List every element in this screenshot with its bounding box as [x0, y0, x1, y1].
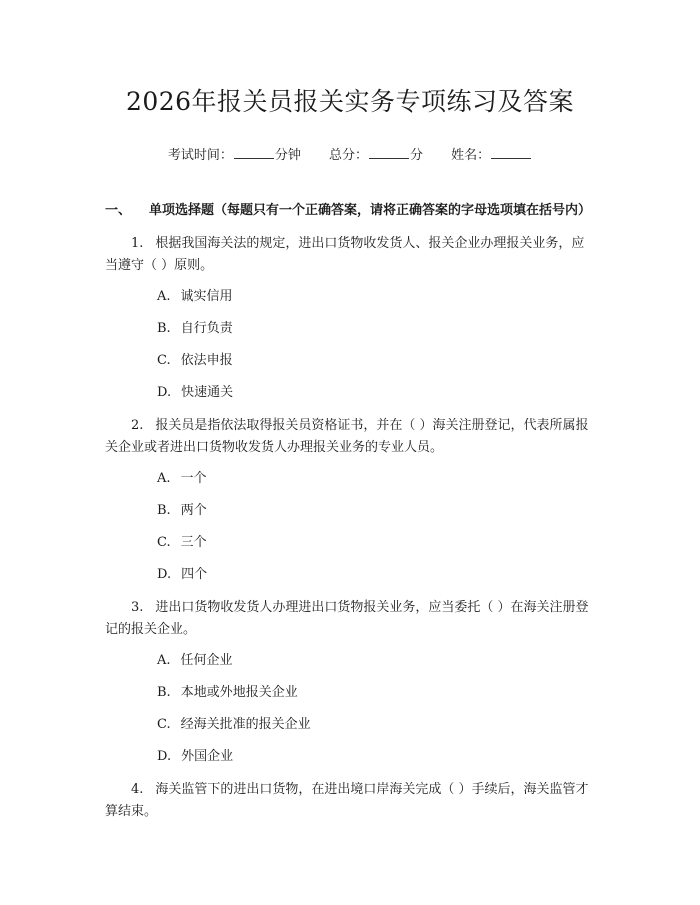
student-name-blank: [491, 146, 531, 159]
option-text: 三个: [180, 535, 207, 550]
option-text: 经海关批准的报关企业: [180, 717, 311, 732]
question-number: 4.: [131, 782, 144, 797]
question-list: [105, 233, 595, 823]
option-text: 诚实信用: [180, 289, 233, 304]
exam-time-blank: [234, 146, 274, 159]
option-letter: B.: [157, 321, 171, 336]
section-title: 单项选择题（每题只有一个正确答案，请将正确答案的字母选项填在括号内）: [149, 203, 592, 218]
question-number: 2.: [131, 418, 144, 433]
option-list: [105, 469, 595, 585]
option-list: [105, 287, 595, 403]
option-text: 依法申报: [180, 353, 233, 368]
student-name-label: 姓名：: [451, 148, 491, 163]
option-text: 任何企业: [180, 653, 233, 668]
option-list: [105, 651, 595, 767]
question-4: [105, 779, 595, 823]
total-score-unit: 分: [410, 148, 424, 163]
option-item: [105, 747, 595, 767]
option-text: 自行负责: [180, 321, 233, 336]
option-item: [105, 715, 595, 735]
question-3: [105, 597, 595, 641]
document-title: 2026年报关员报关实务专项练习及答案: [125, 87, 575, 116]
exam-meta: [105, 144, 595, 163]
option-item: [105, 351, 595, 371]
option-letter: C.: [157, 717, 171, 732]
question-2: [105, 415, 595, 459]
option-item: [105, 383, 595, 403]
option-text: 外国企业: [181, 749, 234, 764]
total-score-blank: [369, 146, 409, 159]
question-text: 进出口货物收发货人办理进出口货物报关业务，应当委托（ ）在海关注册登记的报关企业。: [105, 600, 589, 637]
option-letter: A.: [157, 471, 171, 486]
option-letter: B.: [157, 503, 171, 518]
question-1: [105, 233, 595, 277]
option-letter: D.: [157, 567, 172, 582]
total-score-label: 总分：: [328, 148, 368, 163]
question-number: 1.: [131, 236, 144, 251]
option-item: [105, 683, 595, 703]
option-text: 一个: [180, 471, 207, 486]
option-letter: D.: [157, 385, 172, 400]
option-item: [105, 501, 595, 521]
exam-time-field: [168, 148, 301, 163]
option-text: 四个: [181, 567, 208, 582]
exam-time-label: 考试时间：: [167, 148, 233, 163]
total-score-field: [329, 148, 423, 163]
option-text: 快速通关: [181, 385, 234, 400]
option-item: [105, 469, 595, 489]
question-text: 报关员是指依法取得报关员资格证书，并在（ ）海关注册登记，代表所属报关企业或者进出口货物收发货人办理报关业务的专业人员。: [105, 418, 589, 455]
option-item: [105, 565, 595, 585]
option-text: 本地或外地报关企业: [180, 685, 298, 700]
option-letter: D.: [157, 749, 172, 764]
option-item: [105, 651, 595, 671]
option-letter: B.: [157, 685, 171, 700]
option-text: 两个: [180, 503, 207, 518]
section-heading: [105, 201, 595, 221]
option-item: [105, 319, 595, 339]
exam-time-unit: 分钟: [274, 148, 301, 163]
option-item: [105, 533, 595, 553]
question-number: 3.: [131, 600, 144, 615]
section-number: 一、: [105, 203, 132, 218]
option-item: [105, 287, 595, 307]
student-name-field: [451, 148, 532, 163]
option-letter: C.: [157, 535, 171, 550]
option-letter: C.: [157, 353, 171, 368]
option-letter: A.: [157, 289, 171, 304]
option-letter: A.: [157, 653, 171, 668]
question-text: 海关监管下的进出口货物，在进出境口岸海关完成（ ）手续后，海关监管才算结束。: [105, 782, 589, 819]
question-text: 根据我国海关法的规定，进出口货物收发货人、报关企业办理报关业务，应当遵守（ ）原则。: [105, 236, 585, 273]
